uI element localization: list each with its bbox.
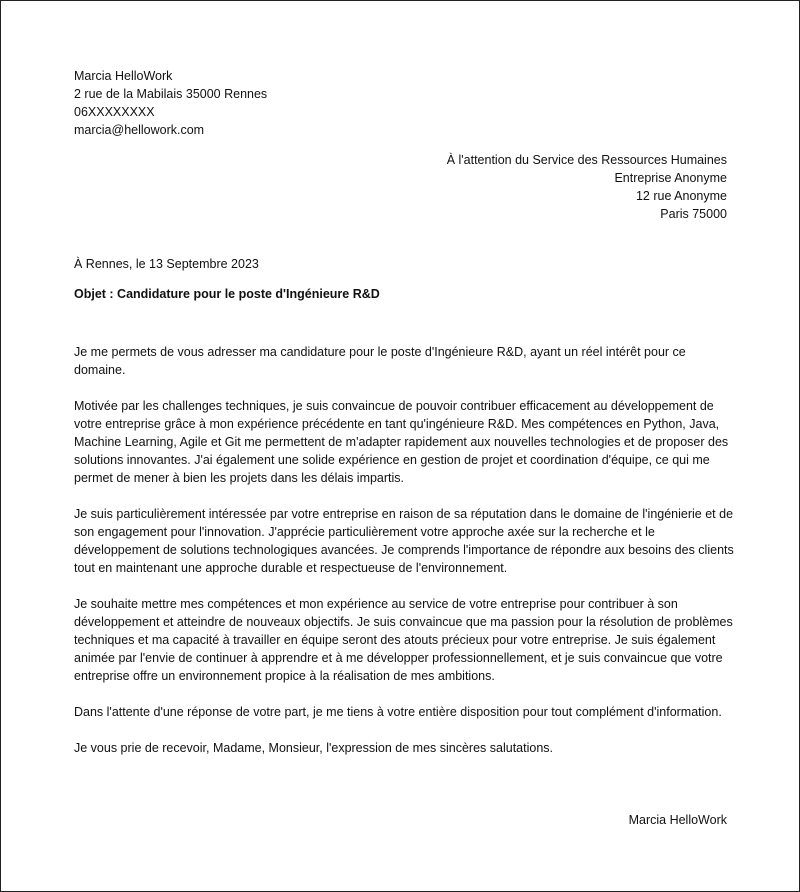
recipient-company: Entreprise Anonyme [614,171,727,185]
recipient-block [447,151,727,223]
paragraph-company-interest: Je suis particulièrement intéressée par votre entreprise en raison de sa réputation dans le domaine de l'ingénierie et de son engagement pour l'innovation. J'apprécie particulièrement votre approche axée sur la recherche et le développement de solutions technologiques avancées. Je comprends l'importance de répondre aux besoins des clients tout en maintenant une approche durable et respectueuse de l'environnement. [74,507,734,575]
recipient-street: 12 rue Anonyme [635,189,727,203]
sender-phone: 06XXXXXXXX [74,105,155,119]
sender-address: 2 rue de la Mabilais 35000 Rennes [74,87,268,101]
sender-name: Marcia HelloWork [74,69,173,83]
paragraph-motivation: Motivée par les challenges techniques, je suis convaincue de pouvoir contribuer efficacement au développement de votre entreprise grâce à mon expérience précédente en tant qu'ingénieure R&D. Mes compétences en Python, Java, Machine Learning, Agile et Git me permettent de m'adapter rapidement aux nouvelles technologies et de proposer des solutions innovantes. J'ai également une solide expérience en gestion de projet et coordination d'équipe, ce qui me permet de mener à bien les projets dans les délais impartis. [74,399,729,485]
paragraph-availability: Dans l'attente d'une réponse de votre part, je me tiens à votre entière disposition pour tout complément d'information. [74,705,722,719]
letter-subject: Objet : Candidature pour le poste d'Ingénieure R&D [74,287,380,301]
paragraph-intro: Je me permets de vous adresser ma candidature pour le poste d'Ingénieure R&D, ayant un réel intérêt pour ce domaine. [74,345,686,377]
recipient-city: Paris 75000 [660,207,727,221]
letter-date: À Rennes, le 13 Septembre 2023 [74,257,259,271]
signature: Marcia HelloWork [628,813,727,827]
sender-email: marcia@hellowork.com [74,123,205,137]
recipient-attention: À l'attention du Service des Ressources Humaines [446,153,727,167]
paragraph-contribution: Je souhaite mettre mes compétences et mon expérience au service de votre entreprise pour contribuer à son développement et atteindre de nouveaux objectifs. Je suis convaincue que ma passion pour la résolution de problèmes techniques et ma capacité à travailler en équipe seront des atouts précieux pour votre entreprise. Je suis également animée par l'envie de continuer à apprendre et à me développer professionnellement, et je suis convaincue que votre entreprise offre un environnement propice à la réalisation de mes ambitions. [74,597,733,683]
letter-body [74,343,734,775]
sender-block [74,67,267,139]
paragraph-closing: Je vous prie de recevoir, Madame, Monsieur, l'expression de mes sincères salutations. [74,741,554,755]
